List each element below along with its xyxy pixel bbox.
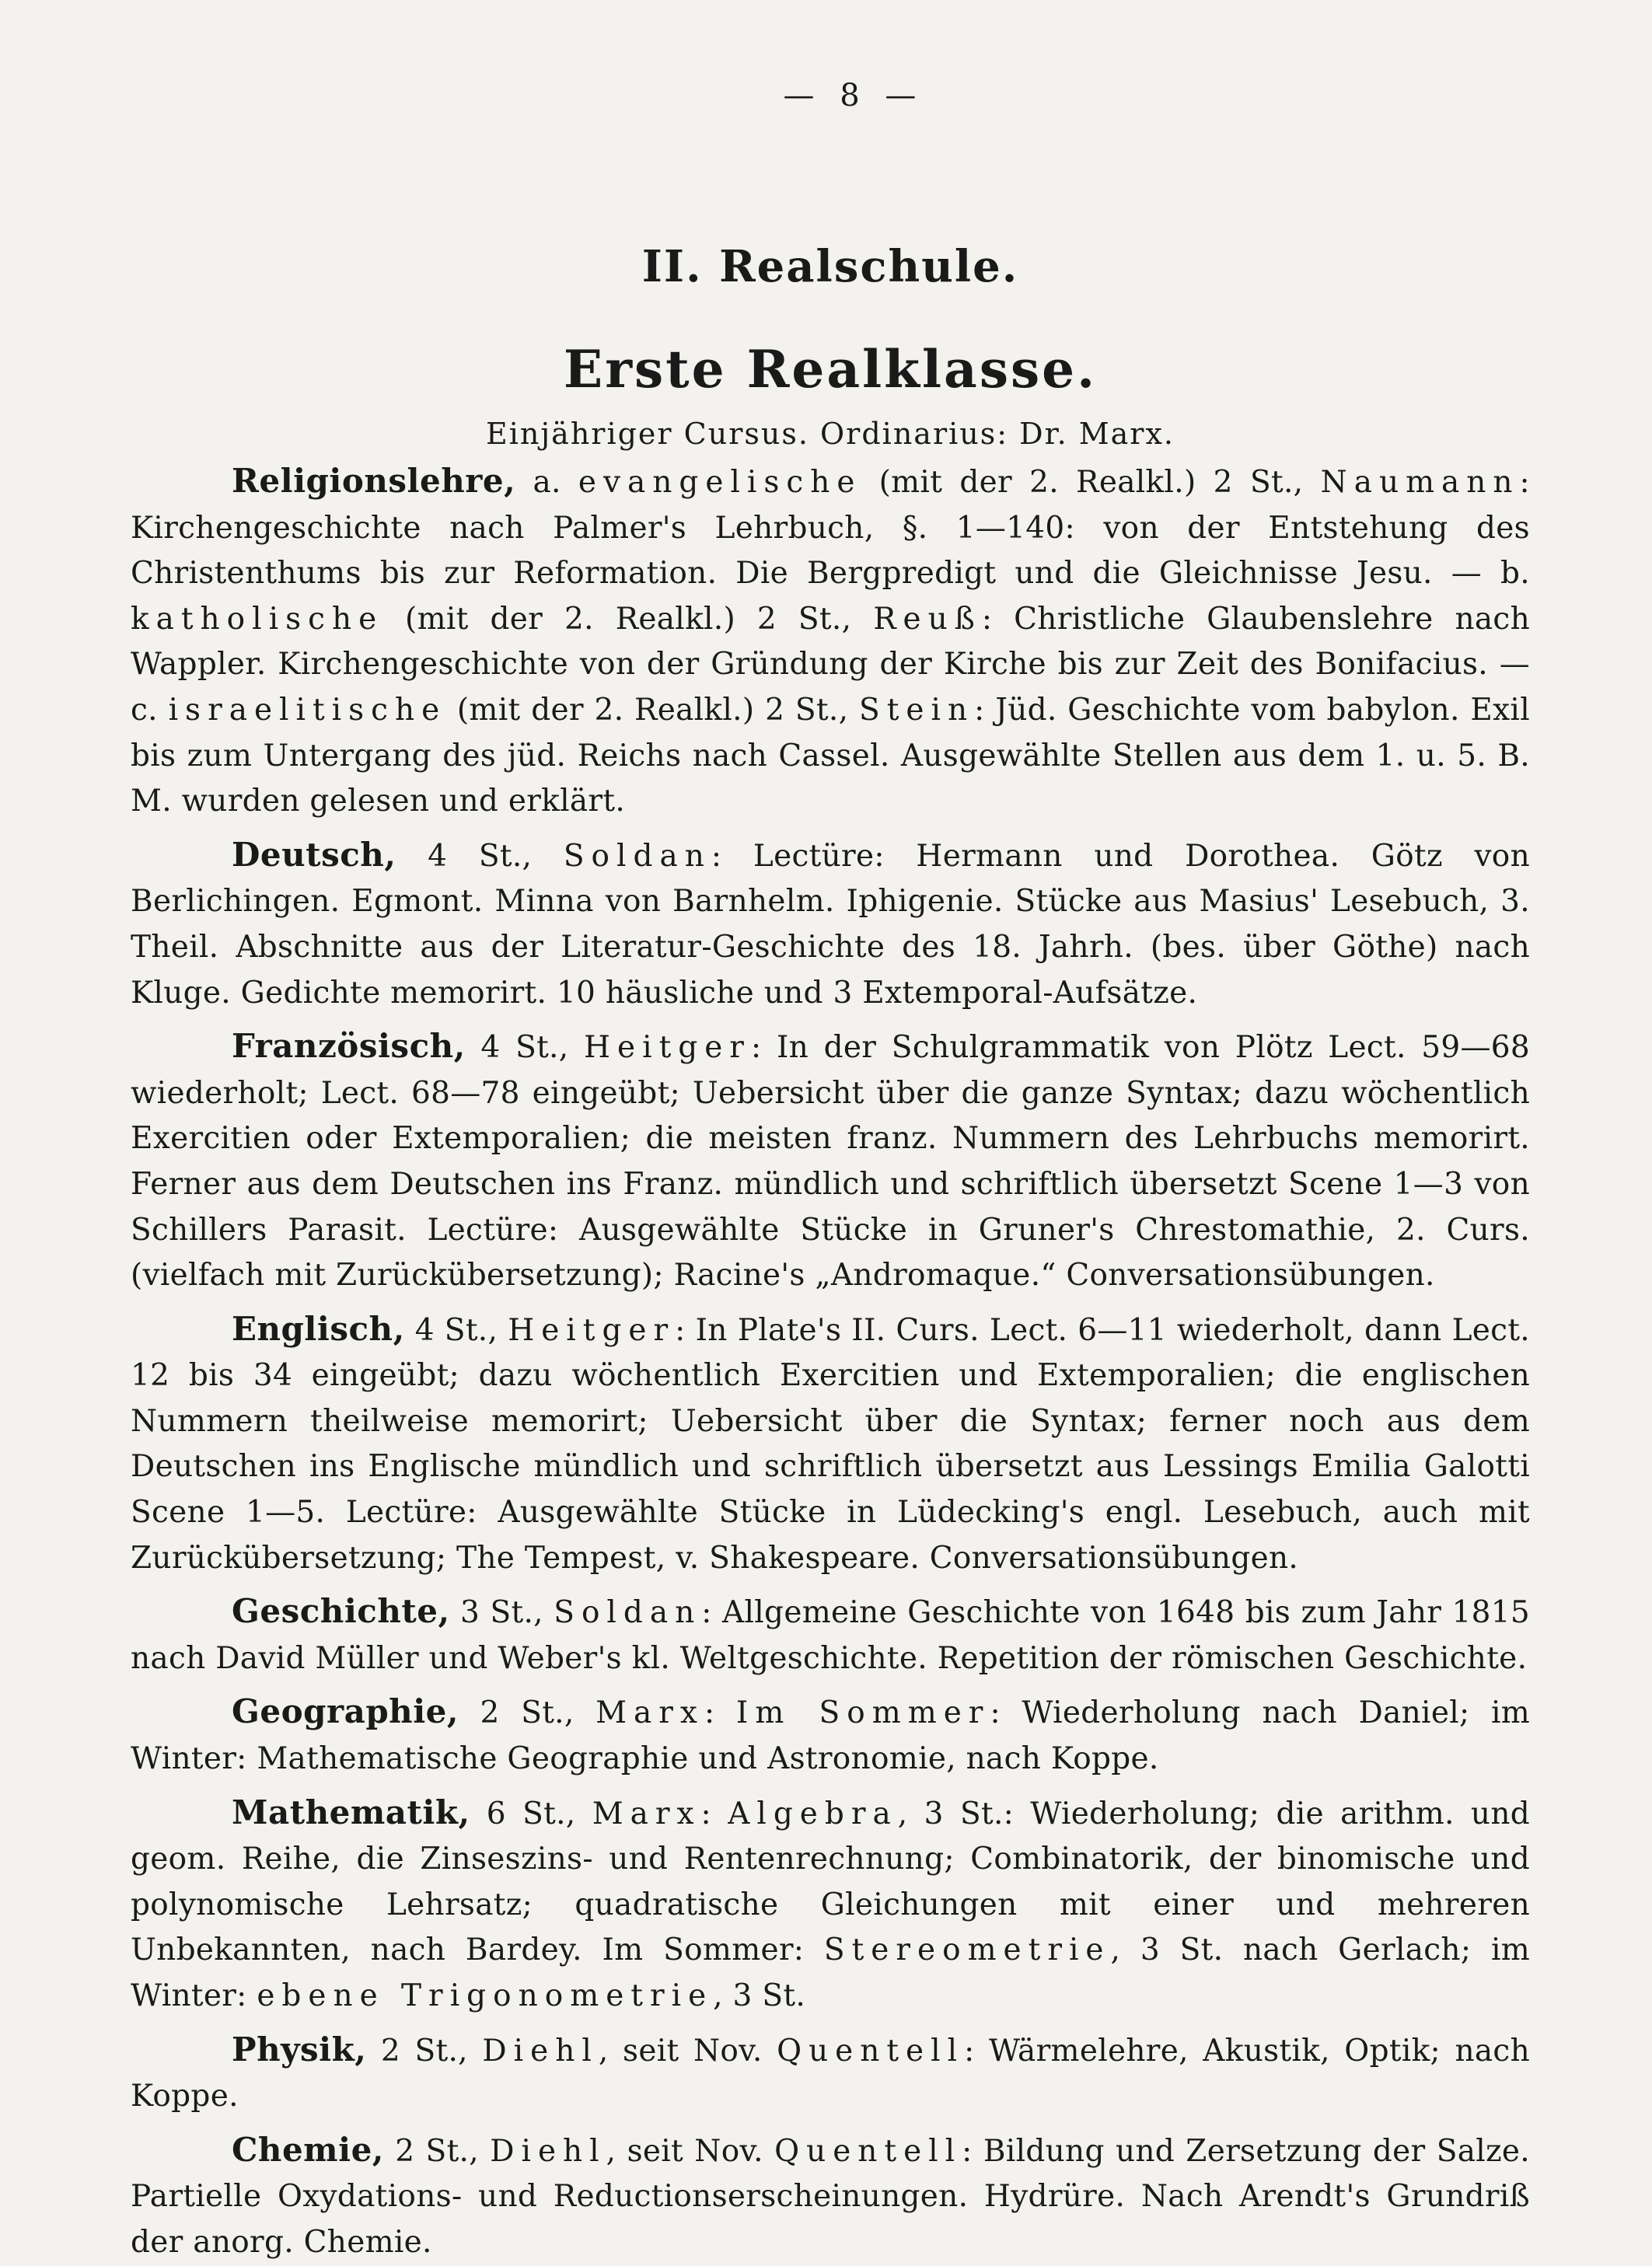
subject-name: Geschichte,: [232, 1592, 450, 1631]
course-line: Einjähriger Cursus. Ordinarius: Dr. Marx.: [486, 417, 1175, 451]
subject-text: 2 St.,: [459, 1695, 596, 1731]
spaced-term: Naumann: [1320, 465, 1520, 500]
subject-text: : Wärmelehre, Akustik, Optik; nach Koppe.: [131, 2033, 1530, 2114]
subject-text: , 3 St.: [713, 1978, 806, 2013]
spaced-term: Quentell: [777, 2033, 965, 2069]
subject-paragraph: [131, 1307, 1530, 1582]
subject-paragraph: [131, 2027, 1530, 2120]
spaced-term: Im Sommer: [735, 1695, 990, 1731]
subject-text: 4 St.,: [465, 1030, 585, 1066]
subject-paragraph: [131, 1024, 1530, 1299]
spaced-term: evangelische: [578, 465, 862, 500]
subject-text: 2 St.,: [383, 2133, 491, 2169]
spaced-term: Heitger: [508, 1312, 676, 1348]
subject-text: 3 St.,: [449, 1595, 554, 1631]
subject-text: : Jüd. Geschichte vom babylon. Exil bis zum Untergang des jüd. Reichs nach Cassel. Ausgewählte Stellen aus dem 1. u. 5. B. M. wurden gelesen und erklärt.: [131, 692, 1530, 819]
subject-text: :: [700, 1796, 728, 1831]
spaced-term: Quentell: [774, 2133, 962, 2169]
subject-name: Physik,: [232, 2030, 367, 2069]
subject-text: 2 St.,: [366, 2033, 483, 2069]
subject-name: Deutsch,: [232, 835, 396, 874]
subject-text: , 3 St.: Wiederholung; die arithm. und geom. Reihe, die Zinseszins- und Rentenrechnung; Combinatorik, der binomische und polynomische Lehrsatz; quadratische Gleichungen mit einer und mehreren Unbekannten, nach Bardey. Im Sommer:: [131, 1796, 1531, 1968]
subject-text: : In der Schulgrammatik von Plötz Lect. 59—68 wiederholt; Lect. 68—78 eingeübt; Uebersicht über die ganze Syntax; dazu wöchentlich Exercitien oder Extemporalien; die meisten franz. Nummern des Lehrbuchs memorirt. Ferner aus dem Deutschen ins Franz. mündlich und schriftlich übersetzt Scene 1—3 von Schillers Parasit. Lectüre: Ausgewählte Stücke in Gruner's Chrestomathie, 2. Curs. (vielfach mit Zurückübersetzung); Racine's „Andromaque.“ Conversationsübungen.: [131, 1030, 1530, 1294]
spaced-term: Diehl: [490, 2133, 606, 2169]
subject-text: :: [704, 1695, 736, 1731]
spaced-term: Marx: [592, 1796, 701, 1831]
subject-name: Englisch,: [232, 1309, 405, 1348]
subject-paragraph: [131, 1589, 1530, 1681]
subject-text: , seit Nov.: [598, 2033, 777, 2069]
subject-name: Mathematik,: [232, 1793, 470, 1831]
subject-text: , 3 St. nach Gerlach; im Winter:: [131, 1933, 1530, 2013]
subject-text: : In Plate's II. Curs. Lect. 6—11 wiederholt, dann Lect. 12 bis 34 eingeübt; dazu wöchentlich Exercitien und Extemporalien; die englischen Nummern theilweise memorirt; Uebersicht über die Syntax; ferner noch aus dem Deutschen ins Englische mündlich und schriftlich übersetzt aus Lessings Emilia Galotti Scene 1—5. Lectüre: Ausgewählte Stücke in Lüdecking's engl. Lesebuch, auch mit Zurückübersetzung; The Tempest, v. Shakespeare. Conversationsübungen.: [131, 1312, 1530, 1576]
spaced-term: israelitische: [168, 692, 447, 728]
spaced-term: Algebra: [728, 1796, 898, 1831]
subject-paragraph: [131, 1689, 1530, 1782]
subject-text: (mit der 2. Realkl.) 2 St.,: [446, 692, 860, 728]
subject-text: 6 St.,: [470, 1796, 592, 1831]
subject-text: : Bildung und Zersetzung der Salze. Partielle Oxydations- und Reductionserscheinungen. Hydrüre. Nach Arendt's Grundriß der anorg. Chemie.: [131, 2133, 1531, 2260]
spaced-term: Soldan: [563, 838, 711, 874]
subject-paragraph: [131, 2128, 1530, 2266]
spaced-term: Soldan: [554, 1595, 702, 1631]
subject-text: 4 St.,: [404, 1312, 508, 1348]
subject-text: : Lectüre: Hermann und Dorothea. Götz von Berlichingen. Egmont. Minna von Barnhelm. Iphigenie. Stücke aus Masius' Lesebuch, 3. Theil. Abschnitte aus der Literatur-Geschichte des 18. Jahrh. (bes. über Göthe) nach Kluge. Gedichte memorirt. 10 häusliche und 3 Extemporal-Aufsätze.: [131, 838, 1530, 1011]
subject-text: 4 St.,: [396, 838, 564, 874]
spaced-term: ebene Trigonometrie: [257, 1978, 714, 2013]
page-number: — 8 —: [783, 78, 924, 113]
subject-paragraph: [131, 1790, 1530, 2020]
document-page: [131, 78, 1530, 2266]
subject-text: : Kirchengeschichte nach Palmer's Lehrbuch, §. 1—140: von der Entstehung des Christenthums bis zur Reformation. Die Bergpredigt und die Gleichnisse Jesu. — b.: [131, 465, 1530, 592]
subject-paragraph: [131, 459, 1530, 825]
subject-name: Religionslehre,: [232, 462, 516, 500]
subject-text: : Christliche Glaubenslehre nach Wappler. Kirchengeschichte von der Gründung der Kirche bis zur Zeit des Bonifacius. — c.: [131, 601, 1530, 728]
subject-name: Chemie,: [232, 2130, 384, 2169]
spaced-term: katholische: [131, 601, 384, 637]
spaced-term: Diehl: [482, 2033, 599, 2069]
spaced-term: Stereometrie: [823, 1933, 1111, 1968]
spaced-term: Heitger: [584, 1030, 751, 1066]
subject-text: : Wiederholung nach Daniel; im Winter: Mathematische Geographie und Astronomie, nach Koppe.: [131, 1695, 1531, 1777]
subject-text: : Allgemeine Geschichte von 1648 bis zum Jahr 1815 nach David Müller und Weber's kl. Weltgeschichte. Repetition der römischen Geschichte.: [131, 1595, 1531, 1676]
spaced-term: Stein: [859, 692, 975, 728]
subject-name: Französisch,: [232, 1027, 466, 1066]
subject-text: a.: [515, 465, 578, 500]
subjects-list: [131, 459, 1530, 2266]
class-title: Erste Realklasse.: [563, 339, 1098, 400]
subject-text: (mit der 2. Realkl.) 2 St.,: [383, 601, 874, 637]
subject-text: (mit der 2. Realkl.) 2 St.,: [861, 465, 1321, 500]
spaced-term: Marx: [595, 1695, 704, 1731]
subject-name: Geographie,: [232, 1692, 459, 1731]
subject-paragraph: [131, 833, 1530, 1016]
spaced-term: Reuß: [873, 601, 982, 637]
part-title: II. Realschule.: [641, 241, 1019, 292]
subject-text: , seit Nov.: [606, 2133, 775, 2169]
